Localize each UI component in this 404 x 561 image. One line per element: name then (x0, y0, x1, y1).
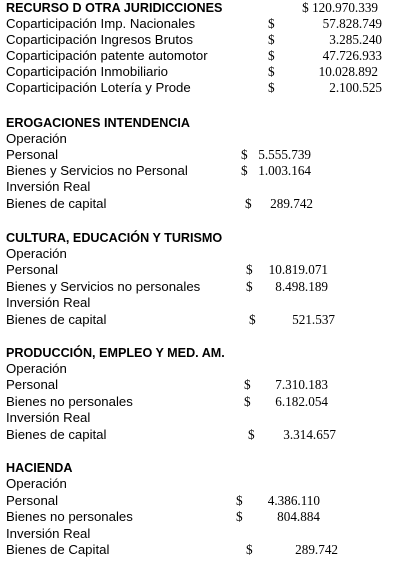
currency-symbol: $ (246, 279, 253, 294)
row-label: Personal (6, 377, 59, 392)
currency-symbol: $ (268, 32, 275, 47)
row-label: Inversión Real (6, 179, 91, 194)
row-label: Inversión Real (6, 295, 91, 310)
row-label: Bienes y Servicios no Personal (6, 163, 188, 178)
row-label: Operación (6, 361, 67, 376)
currency-symbol: $ (241, 147, 248, 162)
currency-symbol: $ (244, 394, 251, 409)
recurso-row-label: Coparticipación patente automotor (6, 48, 208, 63)
row-label: Inversión Real (6, 526, 91, 541)
row-label: Inversión Real (6, 410, 91, 425)
currency-symbol: $ (241, 163, 248, 178)
currency-symbol: $ (268, 80, 275, 95)
row-label: Bienes y Servicios no personales (6, 279, 201, 294)
amount-value: 7.310.183 (275, 377, 328, 392)
row-label: Operación (6, 246, 67, 261)
amount-value: 4.386.110 (267, 493, 320, 508)
amount-value: 3.314.657 (283, 427, 336, 442)
amount-value: 10.819.071 (268, 262, 328, 277)
amount-value: 6.182.054 (275, 394, 328, 409)
recurso-row-label: Coparticipación Ingresos Brutos (6, 32, 193, 47)
row-label: Bienes no personales (6, 394, 133, 409)
amount-value: 10.028.892 (318, 64, 378, 79)
recurso-total-value: $ 120.970.339 (302, 0, 378, 15)
amount-value: 521.537 (292, 312, 335, 327)
row-label: Bienes de capital (6, 427, 107, 442)
currency-symbol: $ (236, 509, 243, 524)
amount-value: 1.003.164 (258, 163, 311, 178)
currency-symbol: $ (244, 377, 251, 392)
row-label: Personal (6, 493, 59, 508)
currency-symbol: $ (246, 542, 253, 557)
row-label: Bienes no personales (6, 509, 133, 524)
amount-value: 5.555.739 (258, 147, 311, 162)
currency-symbol: $ (268, 64, 275, 79)
currency-symbol: $ (268, 48, 275, 63)
amount-value: 47.726.933 (322, 48, 382, 63)
amount-value: 2.100.525 (329, 80, 382, 95)
amount-value: 3.285.240 (329, 32, 382, 47)
section-heading: EROGACIONES INTENDENCIA (6, 116, 191, 130)
row-label: Bienes de capital (6, 312, 107, 327)
row-label: Bienes de capital (6, 196, 107, 211)
amount-value: 8.498.189 (275, 279, 328, 294)
section-heading: HACIENDA (6, 461, 73, 475)
row-label: Operación (6, 131, 67, 146)
currency-symbol: $ (246, 262, 253, 277)
currency-symbol: $ (248, 427, 255, 442)
recurso-row-label: Coparticipación Inmobiliario (6, 64, 168, 79)
recurso-row-label: Coparticipación Lotería y Prode (6, 80, 191, 95)
amount-value: 289.742 (295, 542, 338, 557)
currency-symbol: $ (245, 196, 252, 211)
currency-symbol: $ (249, 312, 256, 327)
recurso-row-label: Coparticipación Imp. Nacionales (6, 16, 196, 31)
amount-value: 57.828.749 (322, 16, 382, 31)
row-label: Bienes de Capital (6, 542, 110, 557)
amount-value: 804.884 (277, 509, 320, 524)
currency-symbol: $ (236, 493, 243, 508)
row-label: Personal (6, 262, 59, 277)
currency-symbol: $ (268, 16, 275, 31)
row-label: Operación (6, 476, 67, 491)
section-heading: CULTURA, EDUCACIÓN Y TURISMO (6, 231, 223, 245)
recurso-heading: RECURSO D OTRA JURIDICCIONES (6, 1, 223, 15)
row-label: Personal (6, 147, 59, 162)
amount-value: 289.742 (270, 196, 313, 211)
section-heading: PRODUCCIÓN, EMPLEO Y MED. AM. (6, 346, 225, 360)
